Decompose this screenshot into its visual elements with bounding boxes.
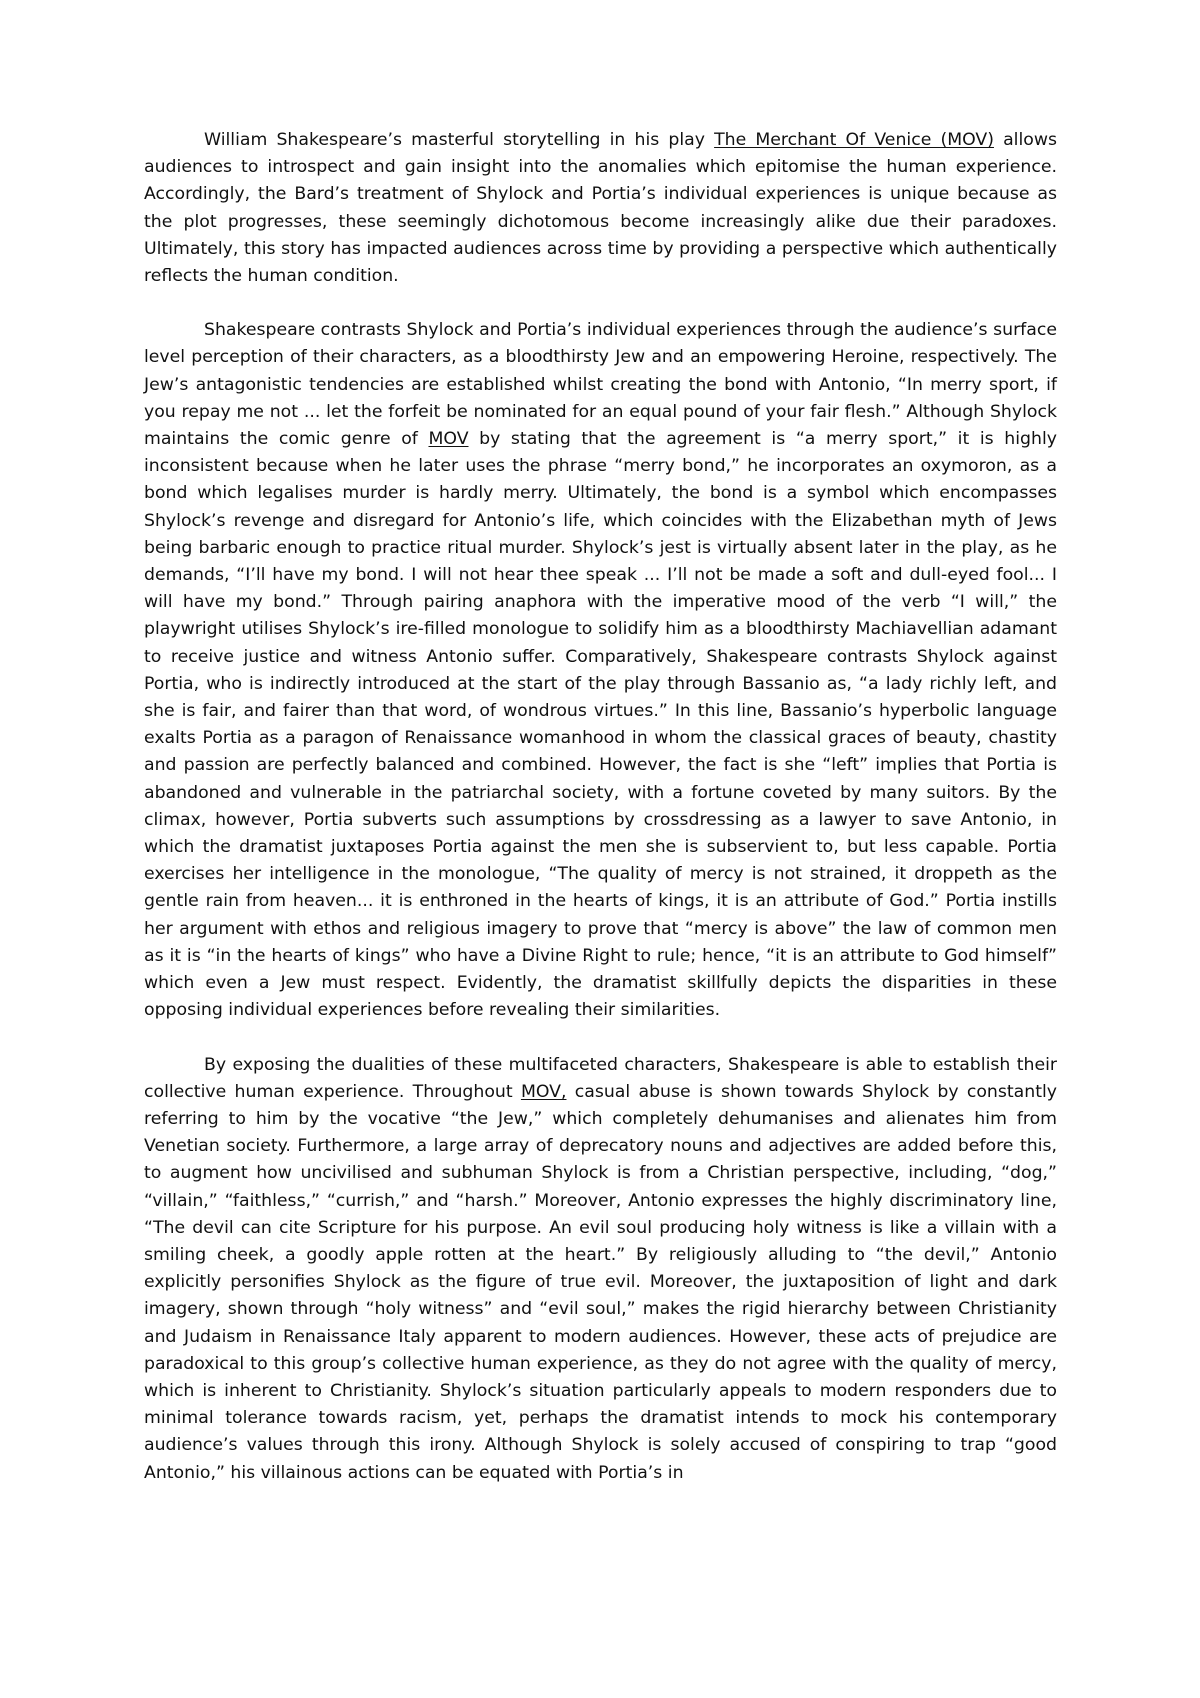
paragraph-text: allows audiences to introspect and gain insight into the anomalies which epitomise the human experience. Accordingly, the Bard’s treatment of Shylock and Portia’s individual experiences is unique because as the plot progresses, these seemingly dichotomous become increasingly alike due their paradoxes. Ultimately, this story has impacted audiences across time by providing a perspective which authentically reflects the human condition. [144,130,1057,287]
paragraph-text: By exposing the dualities of these multifaceted characters, Shakespeare is able to establish their collective human experience. Throughout [144,1054,1057,1102]
paragraph-contrast [144,317,1057,1024]
paragraph-text: casual abuse is shown towards Shylock by constantly referring to him by the vocative “the Jew,” which completely dehumanises and alienates him from Venetian society. Furthermore, a large array of deprecatory nouns and adjectives are added before this, to augment how uncivilised and subhuman Shylock is from a Christian perspective, including, “dog,” “villain,” “faithless,” “currish,” and “harsh.” Moreover, Antonio expresses the highly discriminatory line, “The devil can cite Scripture for his purpose. An evil soul producing holy witness is like a villain with a smiling cheek, a goodly apple rotten at the heart.” By religiously alluding to “the devil,” Antonio explicitly personifies Shylock as the figure of true evil. Moreover, the juxtaposition of light and dark imagery, shown through “holy witness” and “evil soul,” makes the rigid hierarchy between Christianity and Judaism in Renaissance Italy apparent to modern audiences. However, these acts of prejudice are paradoxical to this group’s collective human experience, as they do not agree with the quality of mercy, which is inherent to Christianity. Shylock’s situation particularly appeals to modern responders due to minimal tolerance towards racism, yet, perhaps the dramatist intends to mock his contemporary audience’s values through this irony. Although Shylock is solely accused of conspiring to trap “good Antonio,” his villainous actions can be equated with Portia’s in [144,1081,1057,1483]
essay-body [144,127,1057,1487]
paragraph-text: by stating that the agreement is “a merry sport,” it is highly inconsistent because when he later uses the phrase “merry bond,” he incorporates an oxymoron, as a bond which legalises murder is hardly merry. Ultimately, the bond is a symbol which encompasses Shylock’s revenge and disregard for Antonio’s life, which coincides with the Elizabethan myth of Jews being barbaric enough to practice ritual murder. Shylock’s jest is virtually absent later in the play, as he demands, “I’ll have my bond. I will not hear thee speak ... I’ll not be made a soft and dull-eyed fool... I will have my bond.” Through pairing anaphora with the imperative mood of the verb “I will,” the playwright utilises Shylock’s ire-filled monologue to solidify him as a bloodthirsty Machiavellian adamant to receive justice and witness Antonio suffer. Comparatively, Shakespeare contrasts Shylock against Portia, who is indirectly introduced at the start of the play through Bassanio as, “a lady richly left, and she is fair, and fairer than that word, of wondrous virtues.” In this line, Bassanio’s hyperbolic language exalts Portia as a paragon of Renaissance womanhood in whom the classical graces of beauty, chastity and passion are perfectly balanced and combined. However, the fact is she “left” implies that Portia is abandoned and vulnerable in the patriarchal society, with a fortune coveted by many suitors. By the climax, however, Portia subverts such assumptions by crossdressing as a lawyer to save Antonio, in which the dramatist juxtaposes Portia against the men she is subservient to, but less capable. Portia exercises her intelligence in the monologue, “The quality of mercy is not strained, it droppeth as the gentle rain from heaven... it is enthroned in the hearts of kings, it is an attribute of God.” Portia instills her argument with ethos and religious imagery to prove that “mercy is above” the law of common men as it is “in the hearts of kings” who have a Divine Right to rule; hence, “it is an attribute to God himself” which even a Jew must respect. Evidently, the dramatist skillfully depicts the disparities in these opposing individual experiences before revealing their similarities. [144,429,1057,1021]
play-abbreviation-reference: MOV, [520,1081,567,1102]
paragraph-text: Shakespeare contrasts Shylock and Portia’s individual experiences through the audience’s surface level perception of their characters, as a bloodthirsty Jew and an empowering Heroine, respectively. The Jew’s antagonistic tendencies are established whilst creating the bond with Antonio, “In merry sport, if you repay me not ... let the forfeit be nominated for an equal pound of your fair flesh.” Although Shylock maintains the comic genre of [144,320,1057,450]
paragraph-dualities [144,1052,1057,1487]
play-abbreviation-reference: MOV [428,429,469,450]
paragraph-text: William Shakespeare’s masterful storytelling in his play [204,130,715,150]
play-title-reference: The Merchant Of Venice (MOV) [714,130,994,150]
paragraph-introduction [144,127,1057,290]
